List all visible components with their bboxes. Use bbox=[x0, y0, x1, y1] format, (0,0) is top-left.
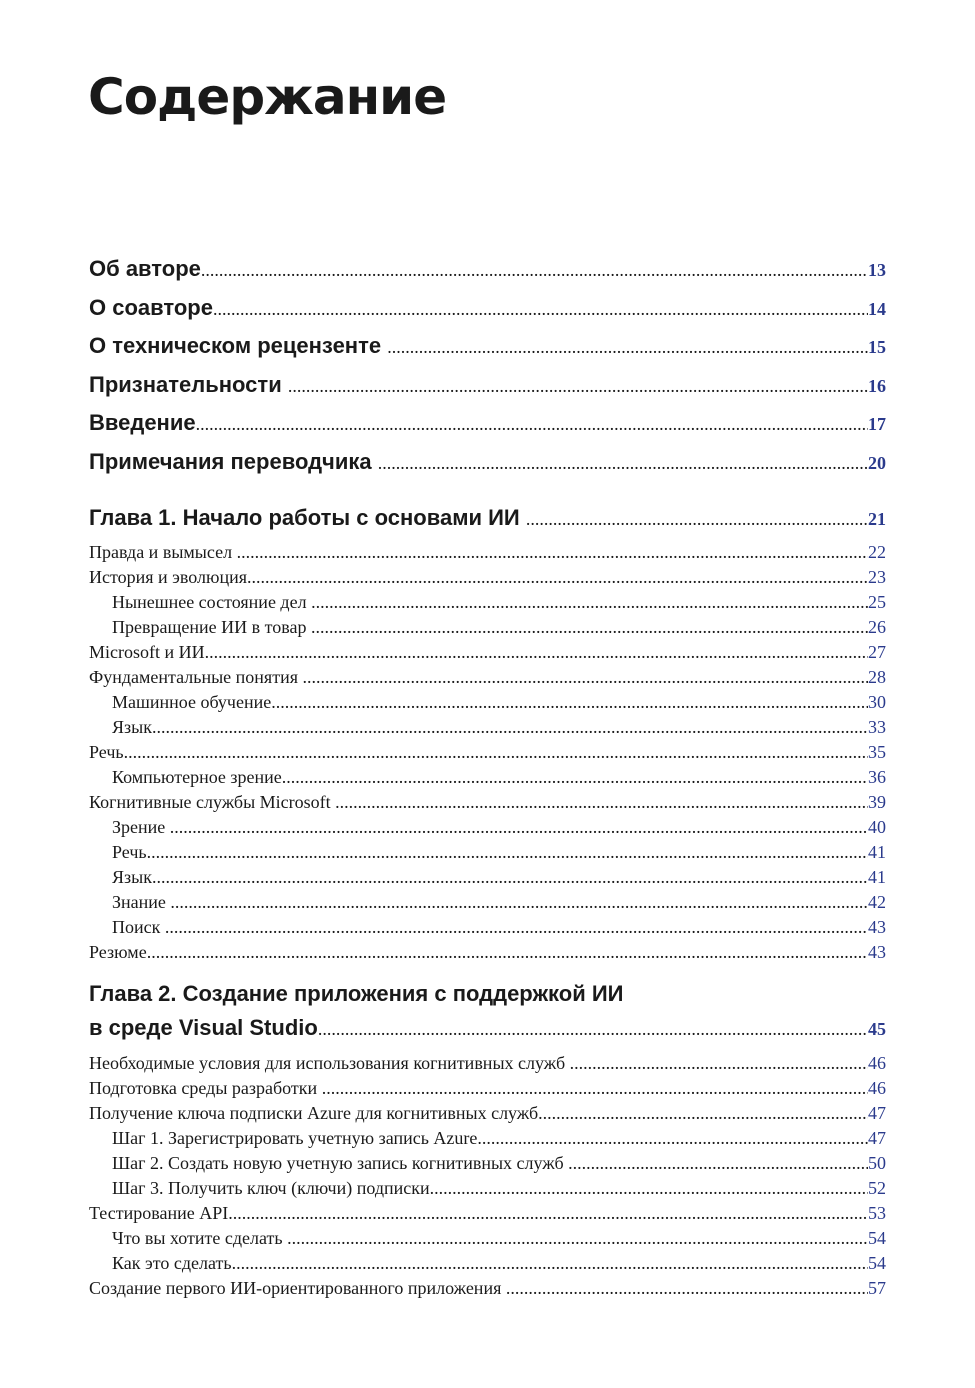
toc-item-title: Подготовка среды разработки bbox=[89, 1078, 318, 1098]
toc-item-page: 53 bbox=[868, 1203, 886, 1223]
toc-item-page: 28 bbox=[868, 667, 886, 687]
toc-subitem[interactable] bbox=[89, 765, 886, 790]
toc-item-title: Речь bbox=[89, 742, 124, 762]
toc-item-page: 47 bbox=[868, 1128, 886, 1148]
toc-item-title: Как это сделать bbox=[112, 1253, 232, 1273]
toc-item-title: Язык bbox=[112, 867, 152, 887]
toc-item-page: 46 bbox=[868, 1053, 886, 1073]
dot-leader bbox=[232, 1251, 868, 1276]
toc-item-title: Нынешнее состояние дел bbox=[112, 592, 307, 612]
dot-leader bbox=[477, 1126, 868, 1151]
dot-leader bbox=[196, 407, 868, 441]
dot-leader bbox=[568, 1151, 868, 1176]
dot-leader bbox=[506, 1276, 868, 1301]
toc-item[interactable] bbox=[89, 1051, 886, 1076]
dot-leader bbox=[570, 1051, 868, 1076]
toc-item-page: 54 bbox=[868, 1253, 886, 1273]
dot-leader bbox=[311, 615, 868, 640]
toc-item-page: 41 bbox=[868, 842, 886, 862]
toc-entry-about-reviewer[interactable] bbox=[89, 329, 886, 368]
dot-leader bbox=[213, 292, 868, 326]
toc-subitem[interactable] bbox=[89, 1251, 886, 1276]
toc-entry-title: О техническом рецензенте bbox=[89, 333, 382, 358]
dot-leader bbox=[201, 253, 868, 287]
spacer bbox=[89, 483, 886, 501]
toc-entry-page: 17 bbox=[868, 414, 886, 434]
dot-leader bbox=[147, 940, 868, 965]
toc-item-page: 52 bbox=[868, 1178, 886, 1198]
toc-entry-acknowledgements[interactable] bbox=[89, 368, 886, 407]
dot-leader bbox=[228, 1201, 868, 1226]
toc-item-title: Шаг 1. Зарегистрировать учетную запись Azure bbox=[112, 1128, 478, 1148]
toc-item-title: Тестирование API bbox=[89, 1203, 229, 1223]
dot-leader bbox=[288, 369, 868, 403]
toc-item[interactable] bbox=[89, 565, 886, 590]
spacer bbox=[89, 965, 886, 977]
dot-leader bbox=[282, 765, 868, 790]
toc-subitem[interactable] bbox=[89, 1126, 886, 1151]
toc-item[interactable] bbox=[89, 665, 886, 690]
toc-chapter-1[interactable] bbox=[89, 501, 886, 535]
toc-item-page: 33 bbox=[868, 717, 886, 737]
toc-entry-title: Примечания переводчика bbox=[89, 448, 372, 474]
toc-item-title: Превращение ИИ в товар bbox=[112, 617, 307, 637]
dot-leader bbox=[526, 502, 868, 536]
dot-leader bbox=[237, 540, 868, 565]
toc-item-title: Компьютерное зрение bbox=[112, 767, 282, 787]
dot-leader bbox=[378, 446, 868, 480]
toc-item-title: Шаг 3. Получить ключ (ключи) подписки bbox=[112, 1178, 430, 1198]
toc-entry-translator-notes[interactable] bbox=[89, 445, 886, 484]
toc-item-title: Поиск bbox=[112, 917, 161, 937]
toc-subitem[interactable] bbox=[89, 815, 886, 840]
toc-entry-page: 16 bbox=[868, 375, 886, 396]
toc-item[interactable] bbox=[89, 640, 886, 665]
toc-item-page: 47 bbox=[868, 1103, 886, 1123]
toc-entry-about-author[interactable] bbox=[89, 252, 886, 291]
dot-leader bbox=[165, 915, 868, 940]
toc-entry-title: Признательности bbox=[89, 371, 282, 397]
toc-item-title: Речь bbox=[112, 842, 147, 862]
toc-entry-title: Введение bbox=[89, 410, 196, 435]
toc-subitem[interactable] bbox=[89, 590, 886, 615]
toc-item-title: История и эволюция bbox=[89, 567, 248, 587]
toc-item-page: 36 bbox=[868, 767, 886, 787]
toc-entry-title: О соавторе bbox=[89, 294, 213, 320]
toc-item-title: Microsoft и ИИ bbox=[89, 642, 205, 662]
toc-item-title: Получение ключа подписки Azure для когнитивных служб bbox=[89, 1103, 539, 1123]
toc-item-page: 43 bbox=[868, 942, 886, 962]
toc-entry-page: 45 bbox=[868, 1019, 886, 1039]
dot-leader bbox=[205, 640, 868, 665]
toc-item-title: Создание первого ИИ-ориентированного приложения bbox=[89, 1278, 502, 1298]
toc-item-page: 41 bbox=[868, 867, 886, 887]
toc-item[interactable] bbox=[89, 1101, 886, 1126]
toc-item-page: 22 bbox=[868, 542, 886, 562]
toc-subitem[interactable] bbox=[89, 915, 886, 940]
toc-subitem[interactable] bbox=[89, 840, 886, 865]
toc-item-page: 39 bbox=[868, 792, 886, 812]
toc-item-title: Язык bbox=[112, 717, 152, 737]
toc-item-title: Правда и вымысел bbox=[89, 542, 233, 562]
toc-item-page: 25 bbox=[868, 592, 886, 612]
toc-chapter-2-title-line1[interactable]: Глава 2. Создание приложения с поддержкой ИИ bbox=[89, 981, 624, 1006]
toc-item-page: 23 bbox=[868, 567, 886, 587]
toc-item[interactable] bbox=[89, 940, 886, 965]
toc-item-page: 35 bbox=[868, 742, 886, 762]
toc-chapter-title: Глава 1. Начало работы с основами ИИ bbox=[89, 505, 520, 530]
dot-leader bbox=[322, 1076, 868, 1101]
dot-leader bbox=[335, 790, 868, 815]
toc-item-page: 54 bbox=[868, 1228, 886, 1248]
toc-item-title: Зрение bbox=[112, 817, 166, 837]
toc-entry-introduction[interactable] bbox=[89, 406, 886, 445]
toc-item-page: 57 bbox=[868, 1278, 886, 1298]
dot-leader bbox=[387, 330, 868, 364]
toc-item-page: 42 bbox=[868, 892, 886, 912]
toc-item-page: 40 bbox=[868, 817, 886, 837]
dot-leader bbox=[170, 890, 868, 915]
toc-entry-page: 21 bbox=[868, 509, 886, 529]
toc-item[interactable] bbox=[89, 790, 886, 815]
toc-item[interactable] bbox=[89, 540, 886, 565]
toc-item[interactable] bbox=[89, 740, 886, 765]
toc-chapter-2[interactable] bbox=[89, 1011, 886, 1046]
toc-item-title: Фундаментальные понятия bbox=[89, 667, 298, 687]
toc-item-title: Машинное обучение bbox=[112, 692, 272, 712]
dot-leader bbox=[271, 690, 868, 715]
toc-item[interactable] bbox=[89, 1201, 886, 1226]
toc-item-title: Что вы хотите сделать bbox=[112, 1228, 283, 1248]
dot-leader bbox=[430, 1176, 868, 1201]
toc-entry-page: 14 bbox=[868, 298, 886, 319]
dot-leader bbox=[302, 665, 868, 690]
dot-leader bbox=[311, 590, 868, 615]
toc-entry-title: Об авторе bbox=[89, 256, 201, 281]
toc-subitem[interactable] bbox=[89, 865, 886, 890]
toc-subitem[interactable] bbox=[89, 1151, 886, 1176]
toc-entry-page: 13 bbox=[868, 260, 886, 280]
dot-leader bbox=[287, 1226, 868, 1251]
toc-item-title: Знание bbox=[112, 892, 166, 912]
toc-subitem[interactable] bbox=[89, 690, 886, 715]
toc-item-page: 50 bbox=[868, 1153, 886, 1173]
toc-entry-about-coauthor[interactable] bbox=[89, 291, 886, 330]
dot-leader bbox=[538, 1101, 868, 1126]
toc-subitem[interactable] bbox=[89, 715, 886, 740]
dot-leader bbox=[147, 840, 868, 865]
toc-item-page: 43 bbox=[868, 917, 886, 937]
toc-subitem[interactable] bbox=[89, 890, 886, 915]
toc-entry-page: 20 bbox=[868, 452, 886, 473]
dot-leader bbox=[247, 565, 868, 590]
toc-subitem[interactable] bbox=[89, 615, 886, 640]
toc-item-page: 46 bbox=[868, 1078, 886, 1098]
dot-leader bbox=[124, 740, 868, 765]
table-of-contents bbox=[89, 252, 886, 1301]
dot-leader bbox=[170, 815, 868, 840]
dot-leader bbox=[152, 865, 868, 890]
toc-chapter-title: в среде Visual Studio bbox=[89, 1015, 318, 1040]
toc-subitem[interactable] bbox=[89, 1226, 886, 1251]
toc-entry-page: 15 bbox=[868, 337, 886, 357]
toc-item-title: Шаг 2. Создать новую учетную запись когнитивных служб bbox=[112, 1153, 564, 1173]
toc-item-title: Резюме bbox=[89, 942, 147, 962]
toc-item-title: Необходимые условия для использования когнитивных служб bbox=[89, 1053, 566, 1073]
dot-leader bbox=[318, 1012, 868, 1046]
dot-leader bbox=[152, 715, 868, 740]
toc-item-page: 27 bbox=[868, 642, 886, 662]
toc-item[interactable] bbox=[89, 1276, 886, 1301]
page-title: Содержание bbox=[88, 68, 447, 126]
toc-subitem[interactable] bbox=[89, 1176, 886, 1201]
toc-item-title: Когнитивные службы Microsoft bbox=[89, 792, 331, 812]
toc-item[interactable] bbox=[89, 1076, 886, 1101]
toc-item-page: 30 bbox=[868, 692, 886, 712]
toc-item-page: 26 bbox=[868, 617, 886, 637]
